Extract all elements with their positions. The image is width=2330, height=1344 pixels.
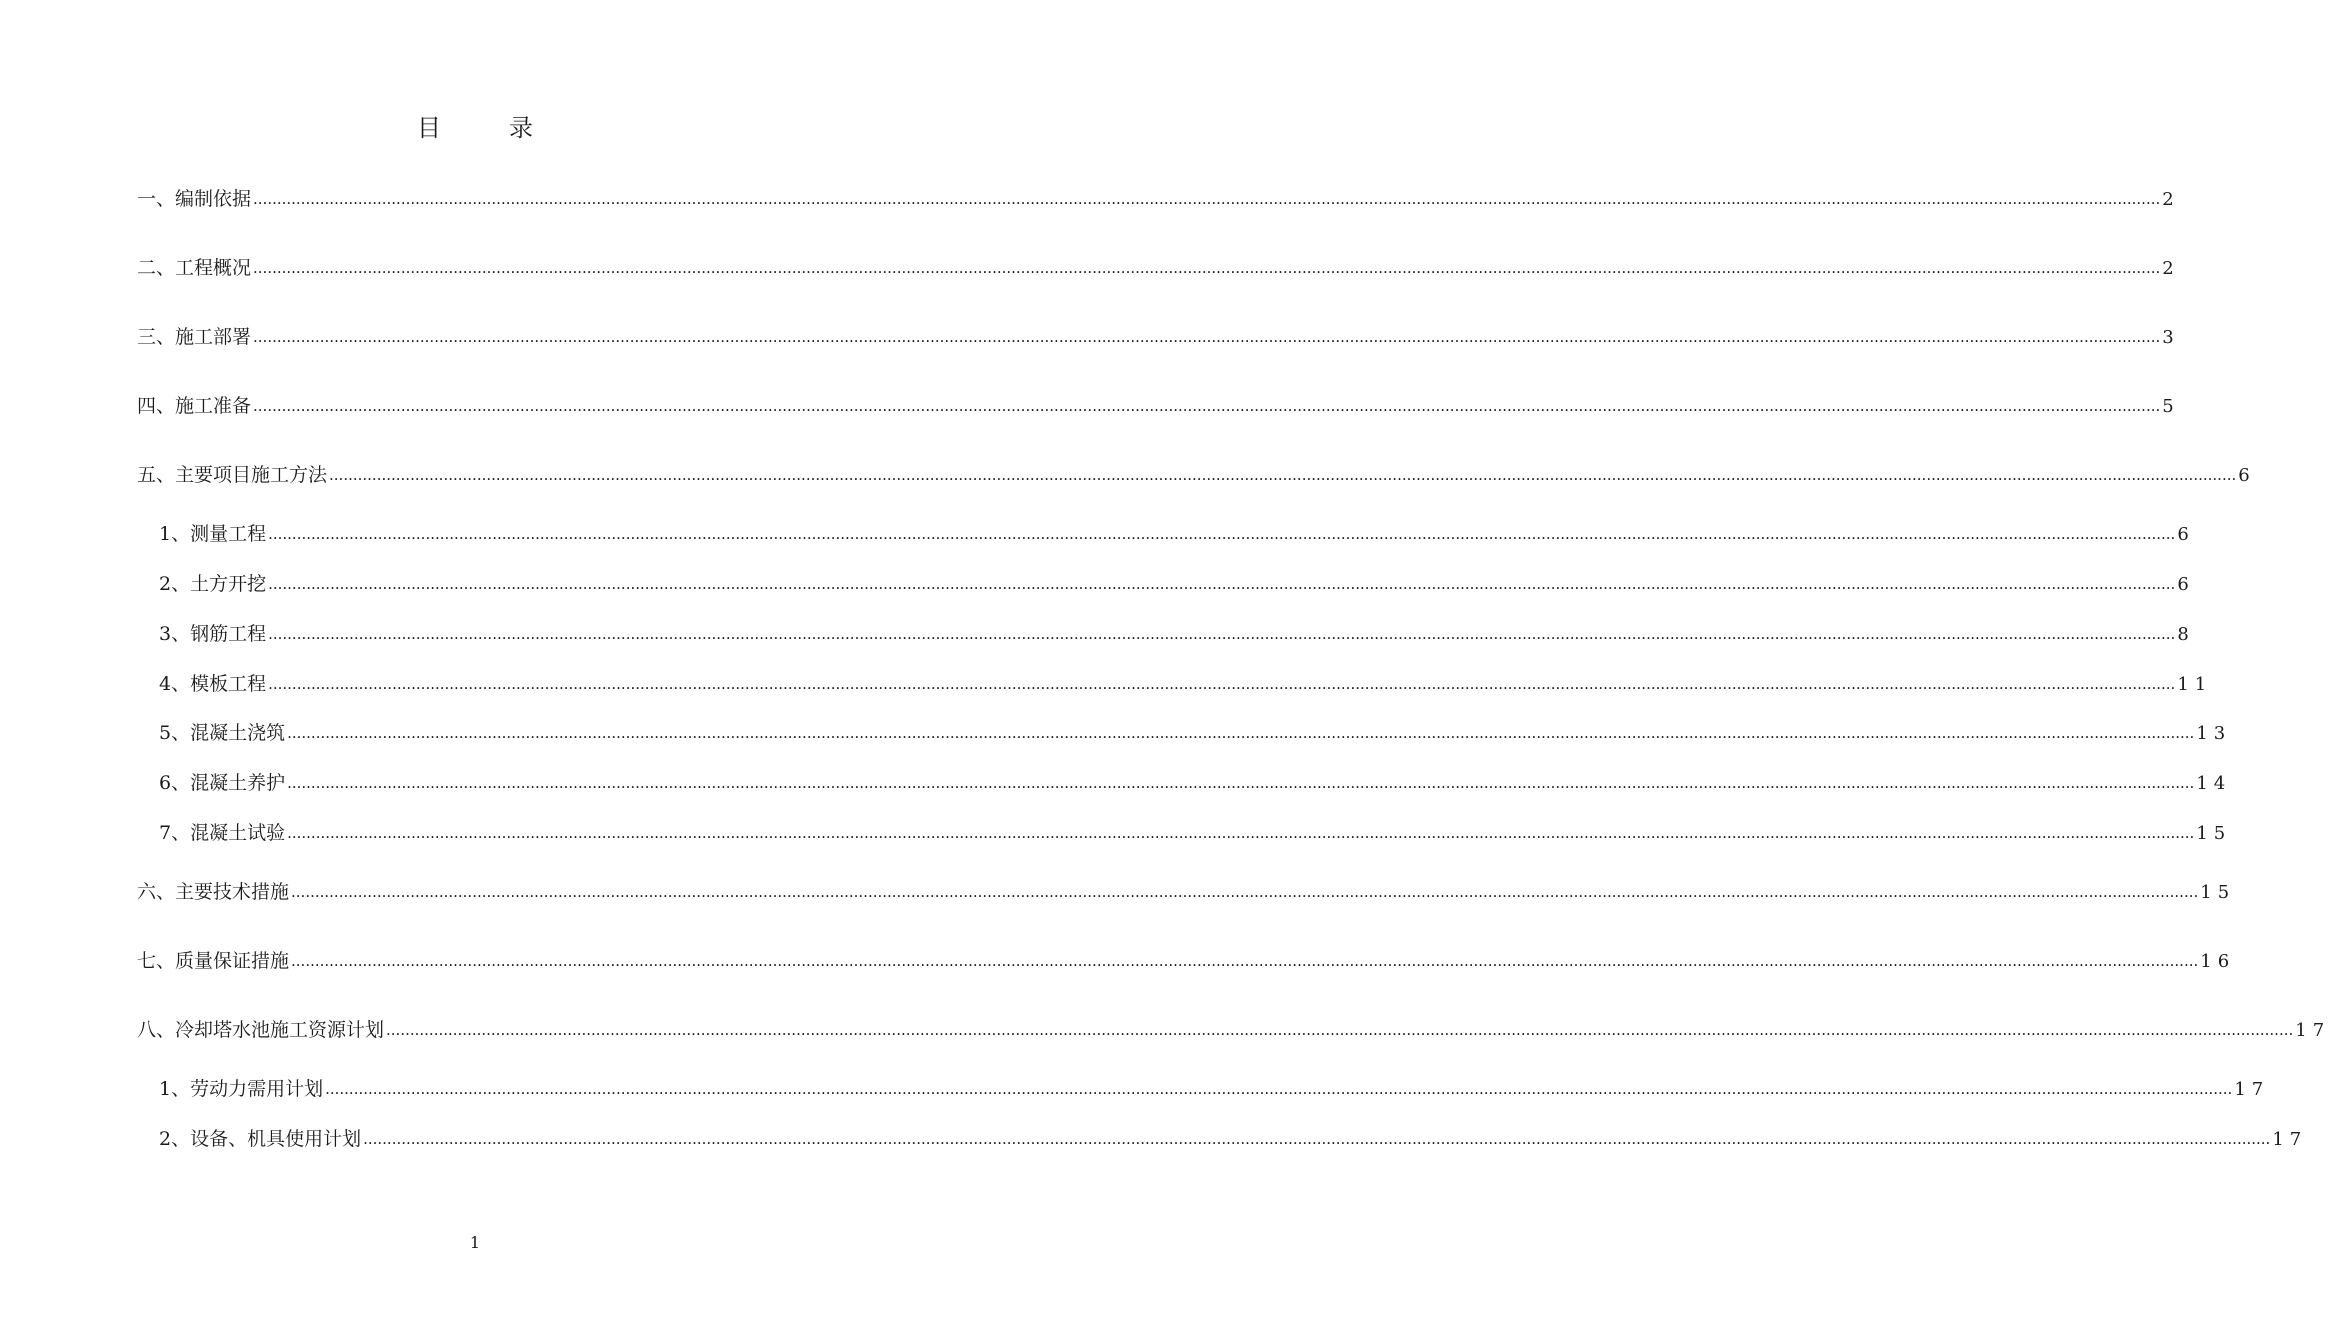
toc-entry[interactable] bbox=[159, 720, 2232, 746]
toc-dot-leader: ................................................................................................................................................................................................................................................................................................................................................................................................................ bbox=[291, 952, 2199, 970]
toc-entry-page: 15 bbox=[2196, 823, 2232, 844]
toc-entry-label: 4、模板工程 bbox=[159, 673, 267, 695]
toc-entry-label: 1、劳动力需用计划 bbox=[159, 1078, 324, 1100]
toc-entry-label: 6、混凝土养护 bbox=[159, 772, 286, 794]
toc-dot-leader: ................................................................................................................................................................................................................................................................................................................................................................................................................ bbox=[287, 774, 2195, 792]
toc-dot-leader: ................................................................................................................................................................................................................................................................................................................................................................................................................ bbox=[268, 525, 2176, 543]
toc-entry[interactable] bbox=[137, 948, 2236, 974]
toc-entry[interactable] bbox=[159, 1076, 2270, 1102]
toc-dot-leader: ................................................................................................................................................................................................................................................................................................................................................................................................................ bbox=[287, 824, 2195, 842]
toc-entry[interactable] bbox=[137, 393, 2180, 419]
toc-entry-label: 五、主要项目施工方法 bbox=[137, 464, 328, 486]
toc-entry-page: 17 bbox=[2272, 1129, 2308, 1150]
toc-dot-leader: ................................................................................................................................................................................................................................................................................................................................................................................................................ bbox=[253, 190, 2161, 208]
toc-entry-label: 八、冷却塔水池施工资源计划 bbox=[137, 1019, 385, 1041]
toc-entry-label: 六、主要技术措施 bbox=[137, 881, 290, 903]
toc-entry-page: 13 bbox=[2196, 723, 2232, 744]
toc-entry-label: 二、工程概况 bbox=[137, 257, 252, 279]
toc-dot-leader: ................................................................................................................................................................................................................................................................................................................................................................................................................ bbox=[268, 575, 2176, 593]
toc-entry-page: 2 bbox=[2162, 258, 2180, 279]
toc-dot-leader: ................................................................................................................................................................................................................................................................................................................................................................................................................ bbox=[363, 1130, 2271, 1148]
toc-dot-leader: ................................................................................................................................................................................................................................................................................................................................................................................................................ bbox=[253, 397, 2161, 415]
toc-entry[interactable] bbox=[159, 621, 2195, 647]
toc-dot-leader: ................................................................................................................................................................................................................................................................................................................................................................................................................ bbox=[253, 328, 2161, 346]
toc-entry-label: 七、质量保证措施 bbox=[137, 950, 290, 972]
toc-dot-leader: ................................................................................................................................................................................................................................................................................................................................................................................................................ bbox=[287, 724, 2195, 742]
toc-entry[interactable] bbox=[137, 462, 2256, 488]
toc-entry-label: 一、编制依据 bbox=[137, 188, 252, 210]
toc-entry-label: 3、钢筋工程 bbox=[159, 623, 267, 645]
toc-entry-page: 14 bbox=[2196, 773, 2232, 794]
toc-dot-leader: ................................................................................................................................................................................................................................................................................................................................................................................................................ bbox=[291, 883, 2199, 901]
toc-entry[interactable] bbox=[137, 1017, 2330, 1043]
toc-entry-page: 8 bbox=[2177, 624, 2195, 645]
toc-dot-leader: ................................................................................................................................................................................................................................................................................................................................................................................................................ bbox=[268, 625, 2176, 643]
toc-entry-label: 四、施工准备 bbox=[137, 395, 252, 417]
toc-entry-label: 2、设备、机具使用计划 bbox=[159, 1128, 362, 1150]
toc-entry-label: 1、测量工程 bbox=[159, 523, 267, 545]
toc-entry[interactable] bbox=[137, 186, 2180, 212]
toc-entry[interactable] bbox=[137, 255, 2180, 281]
toc-dot-leader: ................................................................................................................................................................................................................................................................................................................................................................................................................ bbox=[329, 466, 2237, 484]
toc-entry[interactable] bbox=[159, 671, 2213, 697]
toc-entry-label: 7、混凝土试验 bbox=[159, 822, 286, 844]
toc-dot-leader: ................................................................................................................................................................................................................................................................................................................................................................................................................ bbox=[268, 675, 2176, 693]
toc-entry-page: 16 bbox=[2200, 951, 2236, 972]
toc-entry-page: 17 bbox=[2295, 1020, 2330, 1041]
toc-entry[interactable] bbox=[159, 1126, 2308, 1152]
toc-entry[interactable] bbox=[159, 521, 2195, 547]
toc-entry[interactable] bbox=[159, 770, 2232, 796]
toc-entry-page: 11 bbox=[2177, 674, 2213, 695]
toc-dot-leader: ................................................................................................................................................................................................................................................................................................................................................................................................................ bbox=[386, 1021, 2294, 1039]
toc-entry-page: 5 bbox=[2162, 396, 2180, 417]
toc-dot-leader: ................................................................................................................................................................................................................................................................................................................................................................................................................ bbox=[325, 1080, 2233, 1098]
toc-entry-page: 2 bbox=[2162, 189, 2180, 210]
toc-entry-label: 2、土方开挖 bbox=[159, 573, 267, 595]
toc-entry[interactable] bbox=[159, 820, 2232, 846]
toc-entry-page: 17 bbox=[2234, 1079, 2270, 1100]
toc-entry-page: 6 bbox=[2238, 465, 2256, 486]
page-number: 1 bbox=[469, 1233, 481, 1252]
toc-title: 目录 bbox=[417, 114, 601, 142]
toc-entry[interactable] bbox=[137, 324, 2180, 350]
toc-entry-page: 6 bbox=[2177, 524, 2195, 545]
toc-entry-label: 三、施工部署 bbox=[137, 326, 252, 348]
toc-entry-page: 3 bbox=[2162, 327, 2180, 348]
toc-dot-leader: ................................................................................................................................................................................................................................................................................................................................................................................................................ bbox=[253, 259, 2161, 277]
toc-entry-page: 6 bbox=[2177, 574, 2195, 595]
toc-entry[interactable] bbox=[137, 879, 2236, 905]
toc-entry[interactable] bbox=[159, 571, 2195, 597]
toc-entry-page: 15 bbox=[2200, 882, 2236, 903]
toc-entry-label: 5、混凝土浇筑 bbox=[159, 722, 286, 744]
